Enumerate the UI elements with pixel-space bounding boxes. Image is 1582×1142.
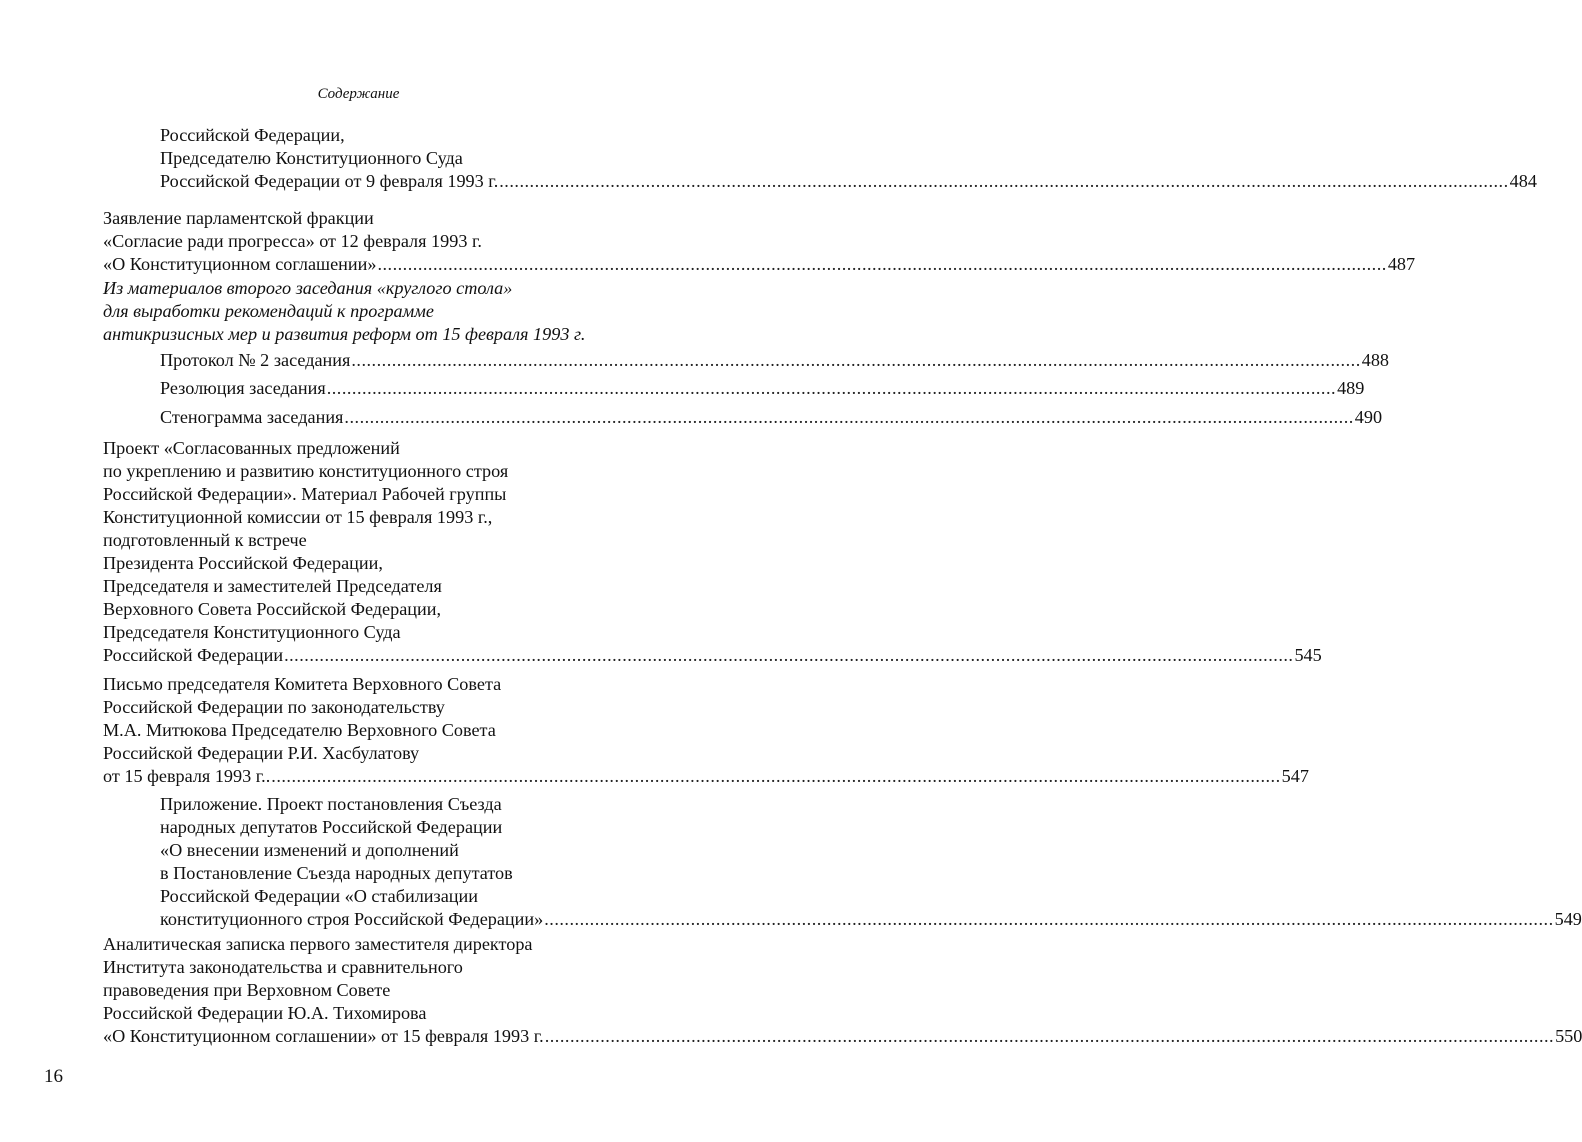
dot-leader: ........................................................................................................................................................................................................: [326, 378, 1337, 398]
toc-entry-line: Российской Федерации Ю.А. Тихомирова: [103, 1003, 427, 1023]
toc-entry-line: Из материалов второго заседания «круглого стола»: [103, 278, 513, 298]
toc-entry-line: Заявление парламентской фракции: [103, 208, 374, 228]
toc-page-number: 545: [1294, 645, 1322, 665]
toc-entry-line: народных депутатов Российской Федерации: [160, 817, 503, 837]
toc-entry-line: Российской Федерации Р.И. Хасбулатову: [103, 743, 420, 763]
toc-entry-line: «Согласие ради прогресса» от 12 февраля 1993 г.: [103, 231, 482, 251]
toc-entry-text: Стенограмма заседания: [160, 407, 344, 427]
toc-entry-line: Российской Федерации,: [160, 125, 345, 145]
dot-leader: ........................................................................................................................................................................................................: [499, 171, 1509, 191]
toc-entry-line: Конституционной комиссии от 15 февраля 1993 г.,: [103, 507, 493, 527]
toc-entry-line: Письмо председателя Комитета Верховного Совета: [103, 674, 502, 694]
toc-entry-line: правоведения при Верховном Совете: [103, 980, 391, 1000]
toc-entry-line: Проект «Согласованных предложений: [103, 438, 400, 458]
toc-entry-line: [103, 1025, 1582, 1048]
toc-entry-text: «О Конституционном соглашении»: [103, 254, 377, 274]
toc-entry-line: Российской Федерации». Материал Рабочей группы: [103, 484, 507, 504]
toc-page-number: 549: [1554, 909, 1582, 929]
dot-leader: ........................................................................................................................................................................................................: [544, 1026, 1555, 1046]
toc-entry-line: антикризисных мер и развития реформ от 15 февраля 1993 г.: [103, 324, 586, 344]
toc-entry-line: [103, 253, 1416, 276]
toc-entry-line: подготовленный к встрече: [103, 530, 307, 550]
toc-entry-line: Российской Федерации «О стабилизации: [160, 886, 478, 906]
page-number: 16: [44, 1066, 63, 1087]
toc-entry-line: Председателя Конституционного Суда: [103, 622, 401, 642]
toc-entry-line: [103, 765, 1309, 788]
toc-entry-line: Института законодательства и сравнительного: [103, 957, 463, 977]
toc-entry-line: Президента Российской Федерации,: [103, 553, 383, 573]
toc-entry-line: [160, 908, 1582, 931]
toc-page-number: 489: [1337, 378, 1365, 398]
toc-entry-line: Аналитическая записка первого заместителя директора: [103, 934, 533, 954]
toc-page-number: 547: [1281, 766, 1309, 786]
dot-leader: ........................................................................................................................................................................................................: [284, 645, 1294, 665]
toc-entry-line: [160, 349, 1390, 372]
running-header: Содержание: [317, 86, 400, 102]
toc-entry-line: по укреплению и развитию конституционного строя: [103, 461, 509, 481]
toc-entry-text: Резолюция заседания: [160, 378, 326, 398]
toc-entry-text: Российской Федерации от 9 февраля 1993 г.: [160, 171, 499, 191]
toc-entry-line: [160, 406, 1383, 429]
dot-leader: ........................................................................................................................................................................................................: [351, 350, 1361, 370]
toc-entry-line: Российской Федерации по законодательству: [103, 697, 445, 717]
dot-leader: ........................................................................................................................................................................................................: [271, 766, 1281, 786]
toc-page-number: 487: [1387, 254, 1416, 274]
toc-page-number: 550: [1555, 1026, 1582, 1046]
toc-entry-line: Председателю Конституционного Суда: [160, 148, 463, 168]
toc-page-number: 488: [1361, 350, 1390, 370]
toc-entry-text: от 15 февраля 1993 г..: [103, 766, 271, 786]
toc-entry-line: М.А. Митюкова Председателю Верховного Совета: [103, 720, 496, 740]
toc-entry-line: «О внесении изменений и дополнений: [160, 840, 459, 860]
toc-entry-line: в Постановление Съезда народных депутатов: [160, 863, 513, 883]
toc-entry-line: Приложение. Проект постановления Съезда: [160, 794, 502, 814]
toc-page-number: 490: [1354, 407, 1383, 427]
toc-entry-line: [160, 377, 1365, 400]
toc-entry-line: Председателя и заместителей Председателя: [103, 576, 442, 596]
toc-entry-text: Российской Федерации: [103, 645, 284, 665]
dot-leader: ........................................................................................................................................................................................................: [544, 909, 1554, 929]
toc-entry-text: «О Конституционном соглашении» от 15 февраля 1993 г.: [103, 1026, 544, 1046]
dot-leader: ........................................................................................................................................................................................................: [377, 254, 1387, 274]
toc-entry-line: для выработки рекомендаций к программе: [103, 301, 434, 321]
toc-page-number: 484: [1509, 171, 1537, 191]
toc-entry-line: Верховного Совета Российской Федерации,: [103, 599, 442, 619]
dot-leader: ........................................................................................................................................................................................................: [344, 407, 1354, 427]
toc-entry-line: [103, 644, 1322, 667]
toc-entry-text: Протокол № 2 заседания: [160, 350, 351, 370]
toc-entry-text: конституционного строя Российской Федерации»: [160, 909, 544, 929]
toc-entry-line: [160, 170, 1537, 193]
